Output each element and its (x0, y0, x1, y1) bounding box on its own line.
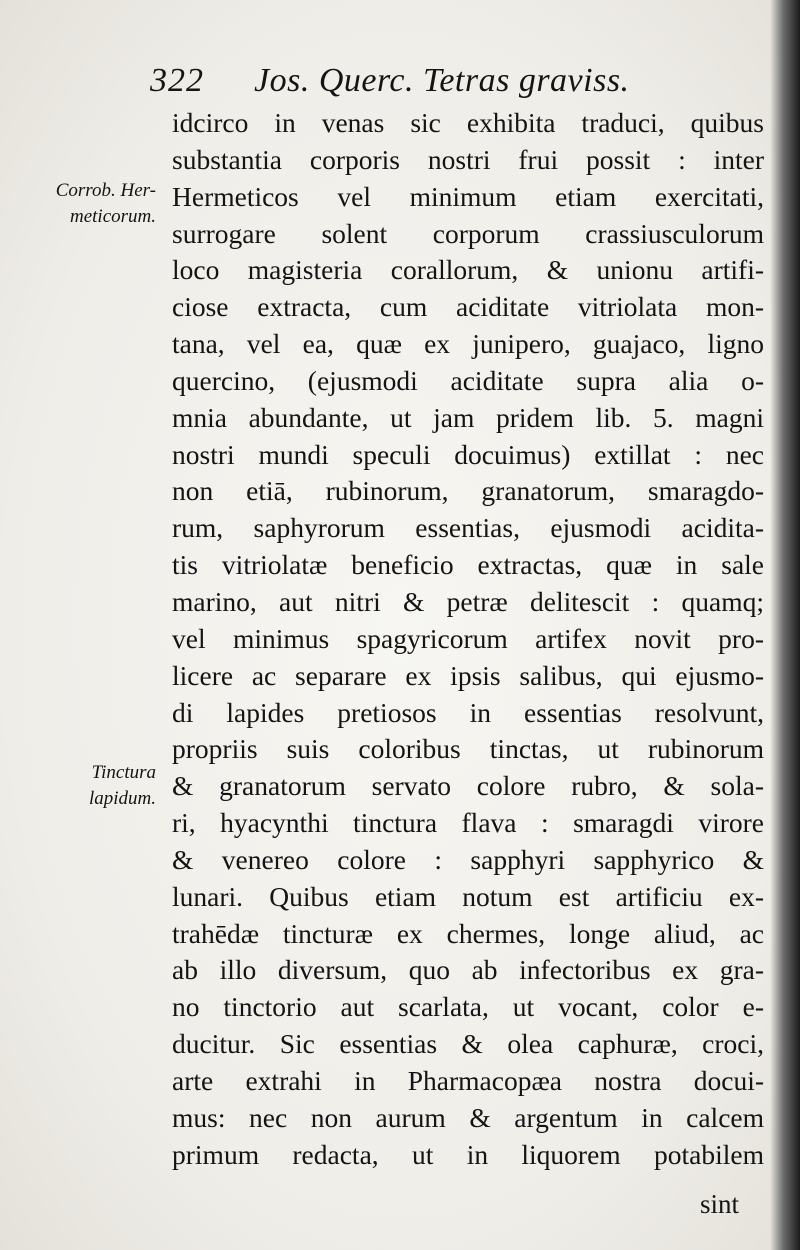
page-edge-shadow (770, 0, 800, 1250)
text-line: ab illo diversum, quo ab infectoribus ex gra- (172, 954, 764, 986)
text-line: propriis suis coloribus tinctas, ut rubinorum (172, 733, 764, 765)
text-line: di lapides pretiosos in essentias resolvunt, (172, 696, 764, 728)
text-line: ri, hyacynthi tinctura flava : smaragdi virore (172, 807, 764, 839)
text-line: lunari. Quibus etiam notum est artificiu ex- (172, 880, 764, 912)
margin-note-line: lapidum. (88, 788, 156, 809)
text-line: surrogare solent corporum crassiusculorum (172, 217, 764, 249)
margin-note-corrob (28, 178, 156, 230)
text-line: idcirco in venas sic exhibita traduci, quibus (172, 107, 764, 138)
catchword: sint (700, 1189, 740, 1219)
text-line: no tinctorio aut scarlata, ut vocant, color e- (172, 991, 764, 1023)
text-line: primum redacta, ut in liquorem potabilem (172, 1138, 764, 1170)
text-line: tis vitriolatæ beneficio extractas, quæ in sale (172, 549, 764, 581)
text-line: & venereo colore : sapphyri sapphyrico & (172, 843, 764, 875)
body-text (172, 105, 764, 1173)
text-line: trahēdæ tincturæ ex chermes, longe aliud, ac (172, 917, 764, 949)
text-line: mus: nec non aurum & argentum in calcem (172, 1101, 764, 1133)
margin-note-line: meticorum. (69, 206, 156, 227)
running-title: Jos. Querc. Tetras graviss. (254, 62, 630, 99)
text-line: vel minimus spagyricorum artifex novit pro- (172, 622, 764, 654)
text-line: & granatorum servato colore rubro, & sola- (172, 770, 764, 802)
text-line: loco magisteria corallorum, & unionu artifi- (172, 254, 764, 286)
text-line: rum, saphyrorum essentias, ejusmodi acidita- (172, 512, 764, 544)
page-header (150, 62, 630, 106)
text-line: substantia corporis nostri frui possit : inter (172, 143, 764, 175)
text-line: licere ac separare ex ipsis salibus, qui ejusmo- (172, 659, 764, 691)
text-line: nostri mundi speculi docuimus) extillat : nec (172, 438, 764, 470)
text-line: tana, vel ea, quæ ex junipero, guajaco, ligno (172, 328, 764, 360)
margin-note-tinctura (28, 760, 156, 812)
margin-note-line: Tinctura (91, 762, 156, 783)
text-line: arte extrahi in Pharmacopæa nostra docui- (172, 1064, 764, 1096)
text-line: Hermeticos vel minimum etiam exercitati, (172, 180, 764, 212)
page-number: 322 (150, 62, 204, 99)
text-line: ciose extracta, cum aciditate vitriolata mon- (172, 291, 764, 323)
margin-note-line: Corrob. Her- (55, 180, 156, 201)
text-line: non etiā, rubinorum, granatorum, smaragdo- (172, 475, 764, 507)
text-line: mnia abundante, ut jam pridem lib. 5. magni (172, 401, 764, 433)
text-line: quercino, (ejusmodi aciditate supra alia o- (172, 364, 764, 396)
text-line: marino, aut nitri & petræ delitescit : quamq; (172, 585, 764, 617)
text-line: ducitur. Sic essentias & olea caphuræ, croci, (172, 1028, 764, 1060)
